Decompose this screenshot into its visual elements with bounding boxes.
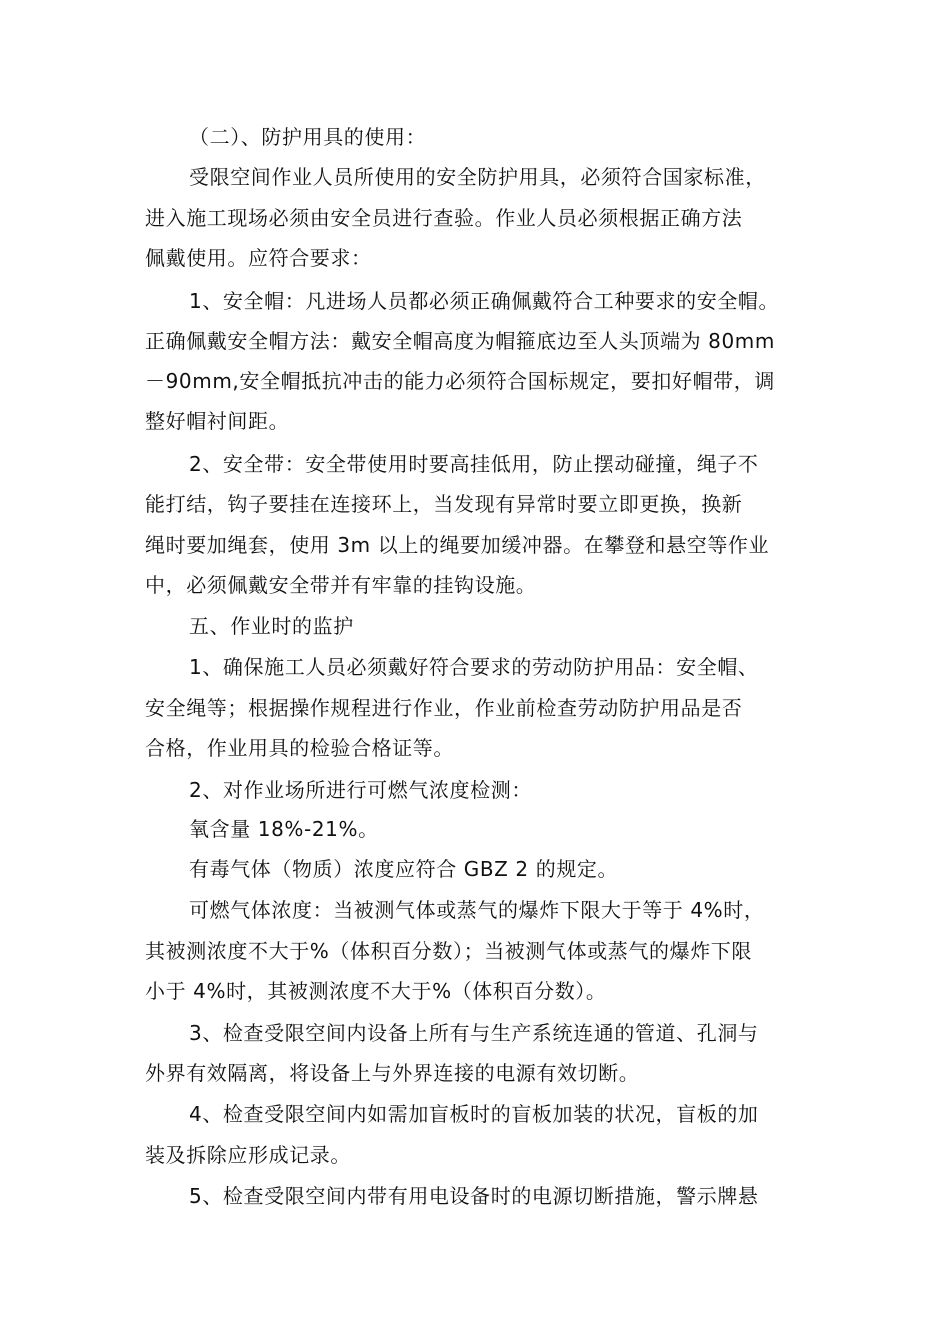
paragraph-line: 5、检查受限空间内带有用电设备时的电源切断措施，警示牌悬 [189,1184,759,1208]
paragraph-line: 安全绳等；根据操作规程进行作业，作业前检查劳动防护用品是否 [145,696,743,720]
paragraph-line: 有毒气体（物质）浓度应符合 GBZ 2 的规定。 [189,857,619,881]
paragraph-line: 绳时要加绳套，使用 3m 以上的绳要加缓冲器。在攀登和悬空等作业 [145,533,770,557]
paragraph-line: 能打结，钩子要挂在连接环上，当发现有异常时要立即更换，换新 [145,492,743,516]
paragraph-line: 2、安全带：安全带使用时要高挂低用，防止摆动碰撞，绳子不 [189,452,759,476]
paragraph-line: 合格，作业用具的检验合格证等。 [145,736,454,760]
paragraph-line: －90mm,安全帽抵抗冲击的能力必须符合国标规定，要扣好帽带，调 [145,369,775,393]
paragraph-line: 2、对作业场所进行可燃气浓度检测： [189,778,532,802]
paragraph-line: 4、检查受限空间内如需加盲板时的盲板加装的状况，盲板的加 [189,1102,759,1126]
paragraph-line: 氧含量 18%-21%。 [189,817,379,841]
paragraph-line: 小于 4%时，其被测浓度不大于%（体积百分数）。 [145,979,607,1003]
paragraph-line: 佩戴使用。应符合要求： [145,246,372,270]
paragraph-line: 中，必须佩戴安全带并有牢靠的挂钩设施。 [145,573,537,597]
paragraph-line: 装及拆除应形成记录。 [145,1143,351,1167]
paragraph-line: 3、检查受限空间内设备上所有与生产系统连通的管道、孔洞与 [189,1021,759,1045]
paragraph-line: 进入施工现场必须由安全员进行查验。作业人员必须根据正确方法 [145,206,743,230]
section-heading-protective-equipment: （二）、防护用具的使用： [189,125,427,149]
paragraph-line: 受限空间作业人员所使用的安全防护用具，必须符合国家标准， [189,165,766,189]
paragraph-line: 可燃气体浓度：当被测气体或蒸气的爆炸下限大于等于 4%时， [189,898,765,922]
paragraph-line: 正确佩戴安全帽方法：戴安全帽高度为帽箍底边至人头顶端为 80mm [145,329,775,353]
paragraph-line: 外界有效隔离，将设备上与外界连接的电源有效切断。 [145,1061,640,1085]
paragraph-line: 其被测浓度不大于%（体积百分数）；当被测气体或蒸气的爆炸下限 [145,939,753,963]
section-heading-monitoring: 五、作业时的监护 [189,614,354,638]
paragraph-line: 1、确保施工人员必须戴好符合要求的劳动防护用品：安全帽、 [189,655,759,679]
paragraph-line: 整好帽衬间距。 [145,409,290,433]
paragraph-line: 1、安全帽：凡进场人员都必须正确佩戴符合工种要求的安全帽。 [189,289,780,313]
